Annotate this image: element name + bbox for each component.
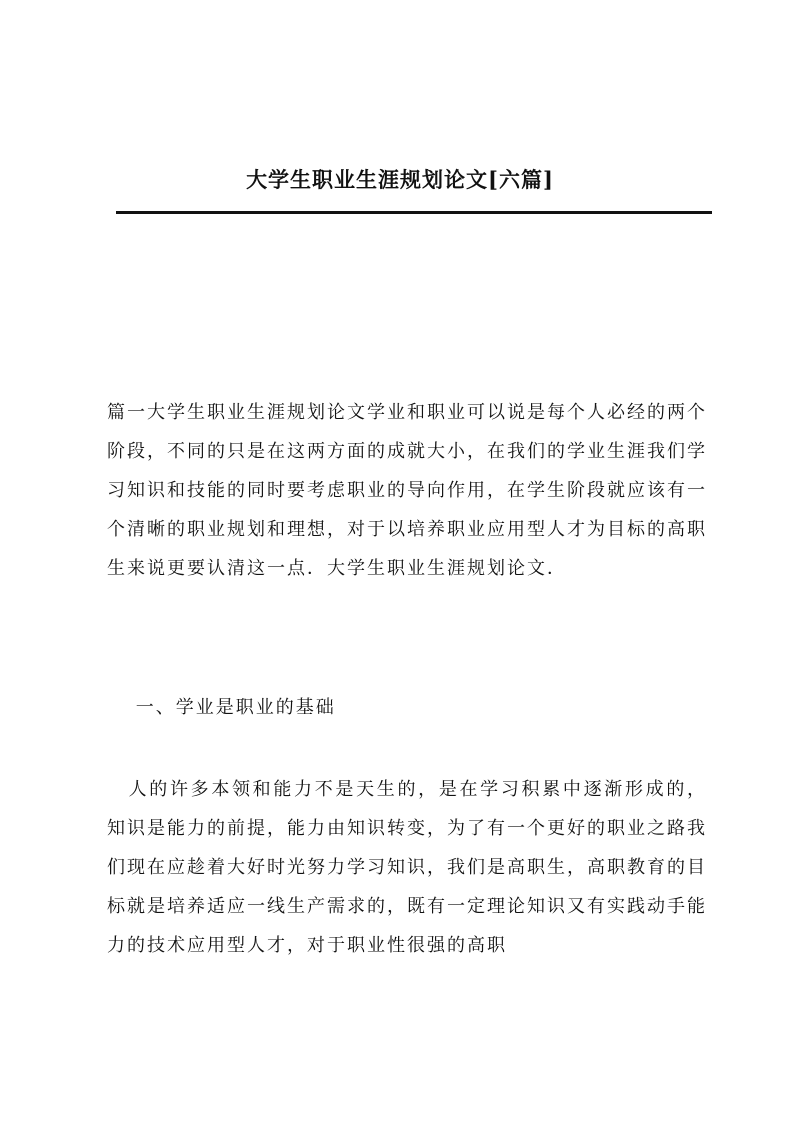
paragraph-section-1: 人的许多本领和能力不是天生的，是在学习积累中逐渐形成的，知识是能力的前提，能力由知识转变，为了有一个更好的职业之路我们现在应趁着大好时光努力学习知识，我们是高职生，高职教育的目标就是培养适应一线生产需求的，既有一定理论知识又有实践动手能力的技术应用型人才，对于职业性很强的高职 bbox=[107, 779, 707, 956]
document-title: 大学生职业生涯规划论文[六篇] bbox=[246, 167, 554, 192]
paragraph-intro: 篇一大学生职业生涯规划论文学业和职业可以说是每个人必经的两个阶段，不同的只是在这两方面的成就大小，在我们的学业生涯我们学习知识和技能的同时要考虑职业的导向作用，在学生阶段就应该有一个清晰的职业规划和理想，对于以培养职业应用型人才为目标的高职生来说更要认清这一点．大学生职业生涯规划论文． bbox=[107, 402, 707, 579]
title-underline bbox=[116, 211, 712, 214]
section-heading-1: 一、学业是职业的基础 bbox=[135, 697, 336, 718]
